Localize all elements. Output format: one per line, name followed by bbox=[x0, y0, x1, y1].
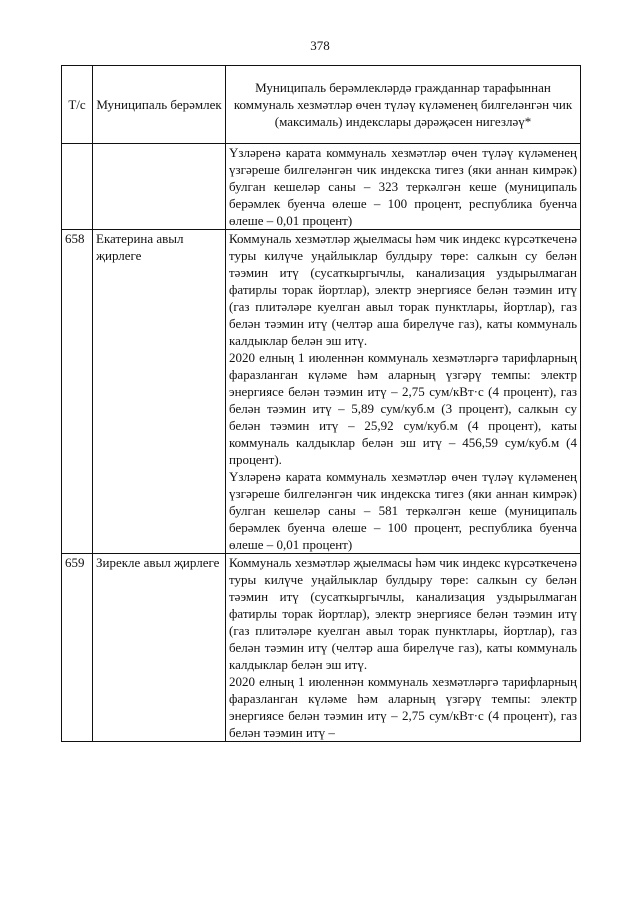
row-content bbox=[226, 230, 581, 554]
row-content bbox=[226, 554, 581, 742]
paragraph: 2020 елның 1 июленнән коммуналь хезмәтләргә тарифларның фаразланган күләме һәм аларның үзгәрү темпы: электр энергиясе белән тәэмин итү – 2,75 сум/кВт·с (4 процент), газ белән тәэмин итү – bbox=[229, 674, 577, 740]
header-num: Т/с bbox=[62, 66, 93, 144]
paragraph: 2020 елның 1 июленнән коммуналь хезмәтләргә тарифларның фаразланган күләме һәм аларның үзгәрү темпы: электр энергиясе белән тәэмин итү – 2,75 сум/кВт·с (4 процент), газ белән тәэмин итү – 5,89 сум/куб.м (3 процент), салкын су белән тәэмин итү – 25,92 сум/куб.м (4 процент), каты коммуналь калдыклар белән эш итү – 456,59 сум/куб.м (4 процент). bbox=[229, 350, 577, 467]
table-header-row bbox=[62, 66, 581, 144]
paragraph: Үзләренә карата коммуналь хезмәтләр өчен түләү күләменең үзгәреше билгеләнгән чик индекска тигез (яки аннан кимрәк) булган кешеләр саны – 581 теркәлгән кеше (муниципаль берәмлек буенча өлеше – 100 процент, республика буенча өлеше – 0,01 процент) bbox=[229, 469, 577, 552]
row-num: 659 bbox=[62, 554, 93, 742]
row-num bbox=[62, 144, 93, 230]
header-municipality: Муниципаль берәмлек bbox=[93, 66, 226, 144]
row-municipality bbox=[93, 144, 226, 230]
row-municipality: Зирекле авыл җирлеге bbox=[93, 554, 226, 742]
row-municipality: Екатерина авыл җирлеге bbox=[93, 230, 226, 554]
page-number: 378 bbox=[310, 38, 330, 53]
table-row bbox=[62, 144, 581, 230]
row-num: 658 bbox=[62, 230, 93, 554]
paragraph: Коммуналь хезмәтләр җыелмасы һәм чик индекс күрсәткеченә туры килүче уңайлыклар булдыру төре: салкын су белән тәэмин итү (сусаткыргычлы, канализация уздырылмаган фатирлы торак йортлар), электр энергиясе белән тәэмин итү (газ плитәләре куелган авыл торак пунктлары, йортлар), газ белән тәэмин итү (челтәр аша бирелүче газ), каты коммуналь калдыклар белән эш итү. bbox=[229, 231, 577, 348]
table-row bbox=[62, 230, 581, 554]
table-row bbox=[62, 554, 581, 742]
municipal-tariff-table bbox=[61, 65, 581, 742]
header-description: Муниципаль берәмлекләрдә гражданнар тарафыннан коммуналь хезмәтләр өчен түләү күләменең билгеләнгән чик (максималь) индекслары дәрәҗәсен нигезләү* bbox=[226, 66, 581, 144]
row-content bbox=[226, 144, 581, 230]
paragraph: Коммуналь хезмәтләр җыелмасы һәм чик индекс күрсәткеченә туры килүче уңайлыклар булдыру төре: салкын су белән тәэмин итү (сусаткыргычлы, канализация уздырылмаган фатирлы торак йортлар), электр энергиясе белән тәэмин итү (газ плитәләре куелган авыл торак пунктлары, йортлар), газ белән тәэмин итү (челтәр аша бирелүче газ), каты коммуналь калдыклар белән эш итү. bbox=[229, 555, 577, 672]
paragraph: Үзләренә карата коммуналь хезмәтләр өчен түләү күләменең үзгәреше билгеләнгән чик индекска тигез (яки аннан кимрәк) булган кешеләр саны – 323 теркәлгән кеше (муниципаль берәмлек буенча өлеше – 100 процент, республика буенча өлеше – 0,01 процент) bbox=[229, 145, 577, 228]
